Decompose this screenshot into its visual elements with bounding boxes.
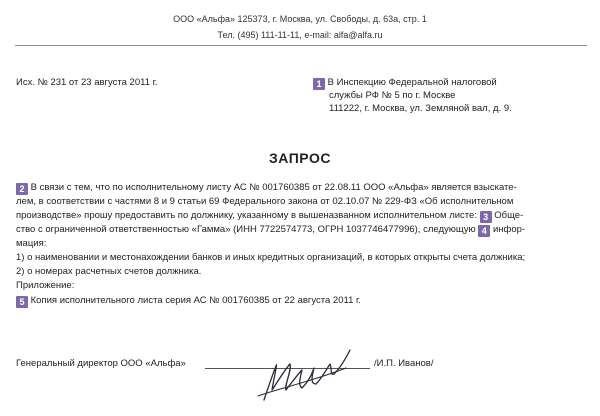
list-item-2: 2) о номерах расчетных счетов должника. bbox=[16, 266, 202, 277]
appendix-item-text: Копия исполнительного листа серия АС № 001760385 от 22 августа 2011 г. bbox=[30, 295, 361, 306]
signatory-position: Генеральный директор ООО «Альфа» bbox=[16, 358, 186, 369]
header-divider bbox=[15, 45, 587, 46]
body-line-4 bbox=[16, 223, 525, 237]
handwritten-signature bbox=[250, 338, 360, 408]
callout-badge-4: 4 bbox=[478, 225, 490, 237]
signatory-name: /И.П. Иванов/ bbox=[374, 358, 434, 369]
body-line-1 bbox=[16, 181, 517, 195]
list-item-1: 1) о наименовании и местонахождении банков и иных кредитных организаций, в которых открыты счета должника; bbox=[16, 252, 526, 263]
body-text-3: производстве» прошу предоставить по должнику, указанному в вышеназванном исполнительном листе: bbox=[16, 210, 477, 221]
body-line-3 bbox=[16, 209, 523, 223]
body-text-4-end: инфор- bbox=[492, 224, 526, 235]
addressee-line-2: службы РФ № 5 по г. Москве bbox=[329, 90, 456, 101]
company-contacts: Тел. (495) 111-11-11, e-mail: alfa@alfa.ru bbox=[217, 30, 383, 40]
body-line-5: мация: bbox=[16, 238, 47, 249]
callout-badge-1: 1 bbox=[313, 78, 325, 90]
company-header: ООО «Альфа» 125373, г. Москва, ул. Свободы, д. 63а, стр. 1 bbox=[173, 14, 427, 24]
appendix-item bbox=[16, 294, 361, 308]
addressee-line-1 bbox=[313, 76, 497, 90]
body-line-2: лем, в соответствии с частями 8 и 9 статьи 69 Федерального закона от 02.10.07 № 229-ФЗ «Об исполнительном bbox=[16, 196, 514, 207]
callout-badge-3: 3 bbox=[480, 211, 492, 223]
callout-badge-5: 5 bbox=[16, 296, 28, 308]
addressee-line-3: 111222, г. Москва, ул. Земляной вал, д. 9. bbox=[329, 103, 512, 114]
callout-badge-2: 2 bbox=[16, 183, 28, 195]
body-text-3-end: Обще- bbox=[494, 210, 524, 221]
body-text-1: В связи с тем, что по исполнительному листу АС № 001760385 от 22.08.11 ООО «Альфа» является взыскате- bbox=[30, 182, 517, 193]
appendix-label: Приложение: bbox=[16, 280, 75, 291]
outgoing-number: Исх. № 231 от 23 августа 2011 г. bbox=[16, 77, 158, 88]
addressee-text-1: В Инспекцию Федеральной налоговой bbox=[327, 77, 497, 88]
body-text-4: ство с ограниченной ответственностью «Гамма» (ИНН 7722574773, ОГРН 1037746477996), следующую bbox=[16, 224, 476, 235]
document-title: ЗАПРОС bbox=[269, 150, 331, 166]
